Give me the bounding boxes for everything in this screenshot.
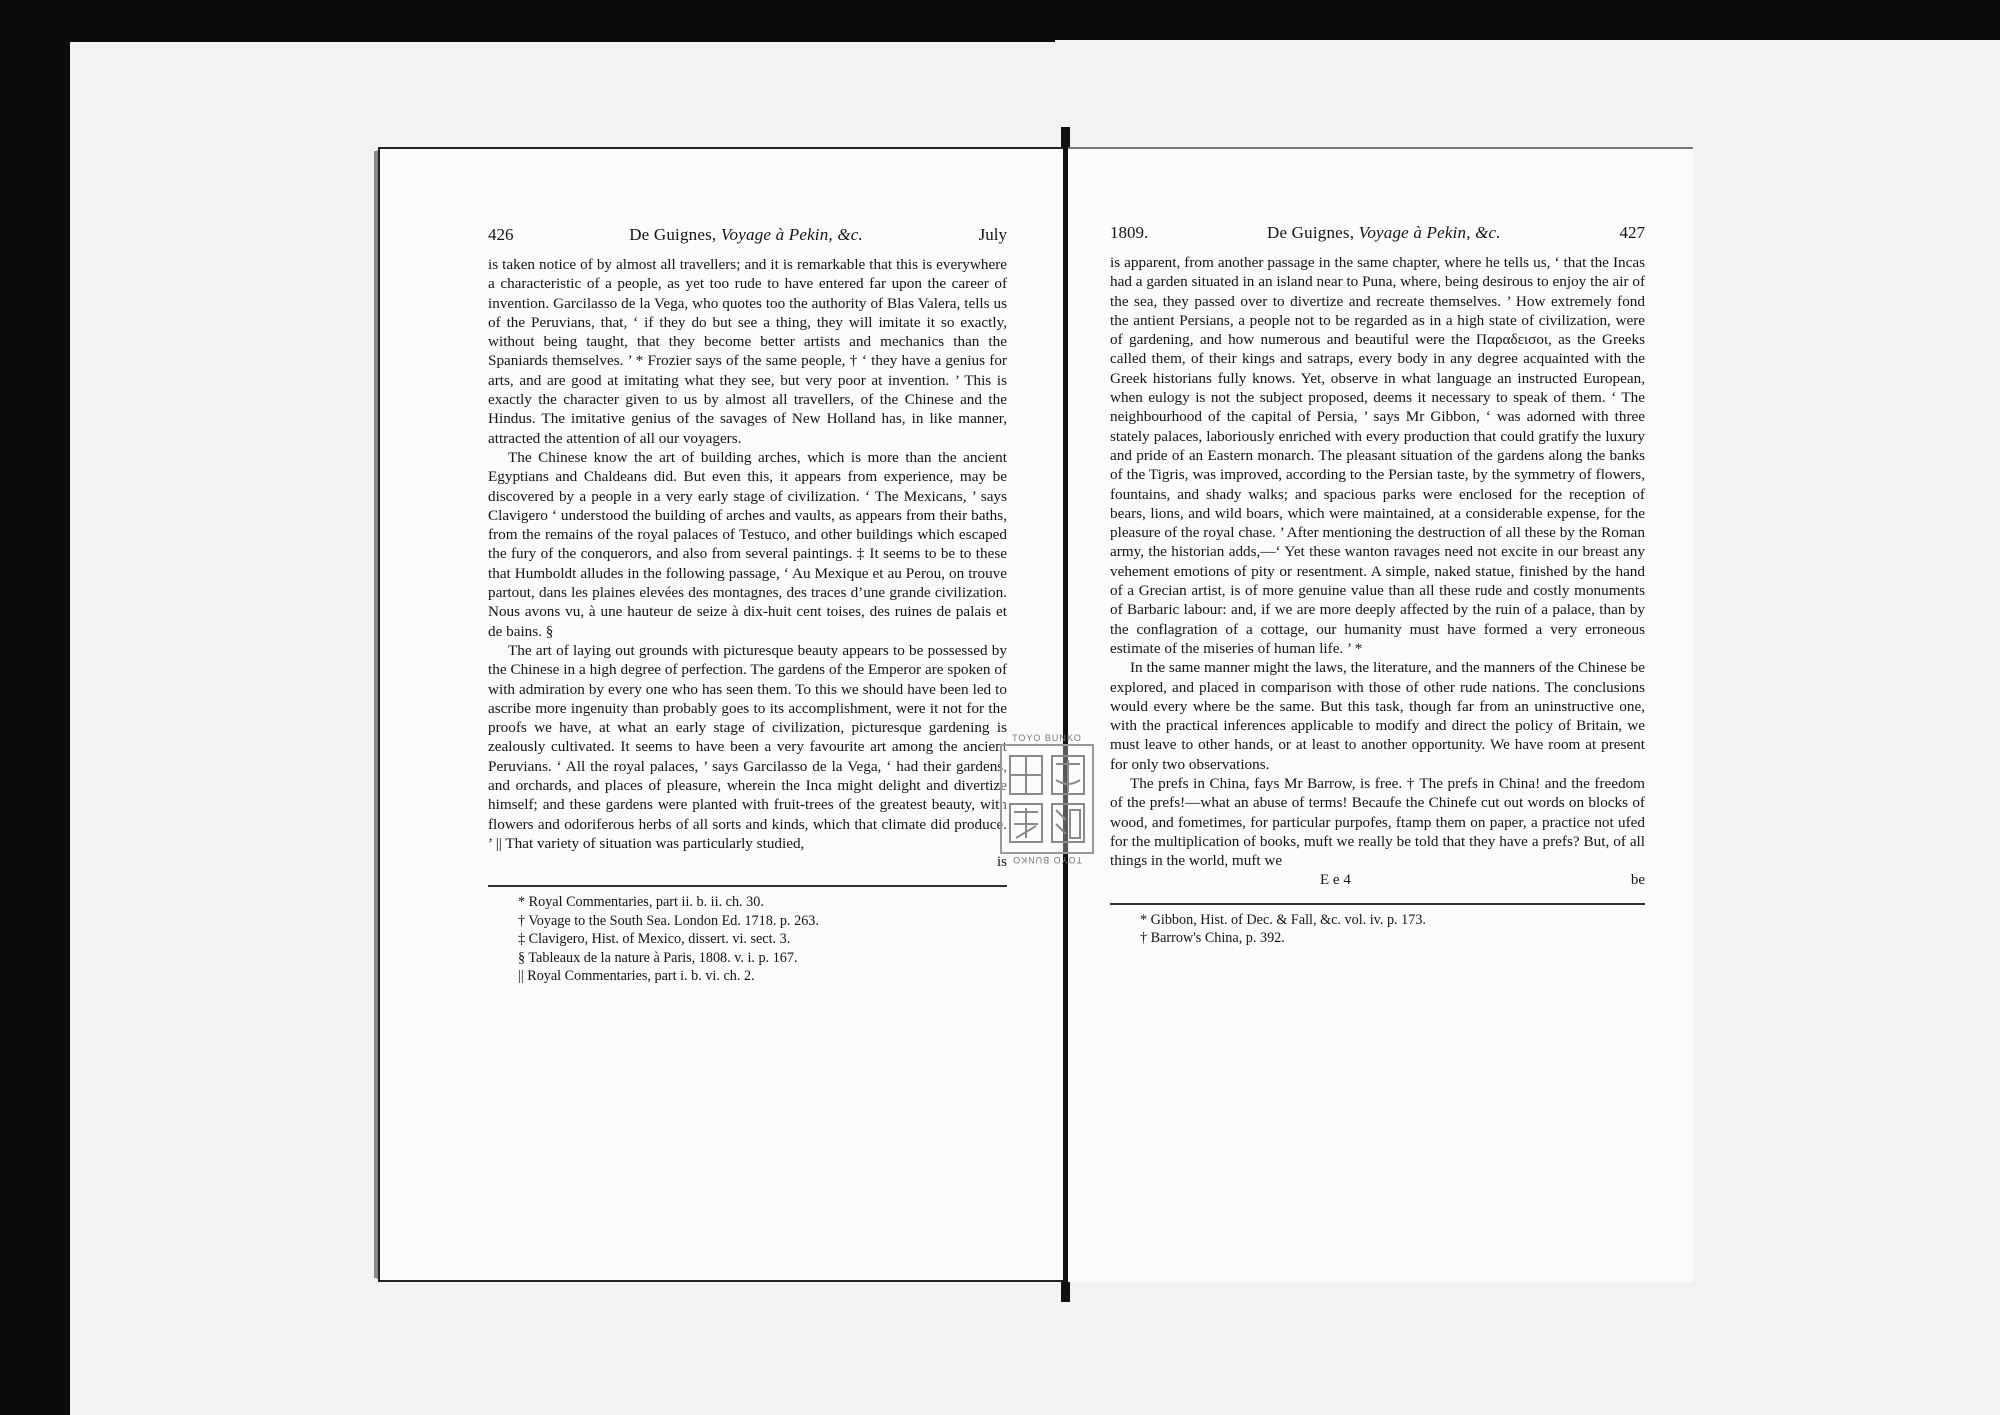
stamp-bottom-text: TOYO BUNKO xyxy=(1012,855,1082,865)
scan-edge-top-left xyxy=(70,0,1055,42)
left-page xyxy=(378,147,1063,1282)
paragraph: The art of laying out grounds with picturesque beauty appears to be possessed by the Chinese in a high degree of perfection. The gardens of the Emperor are spoken of with admiration by every one who has seen them. To this we should have been led to ascribe more ingenuity than probably goes to its accomplishment, were it not for the proofs we have, at what an early stage of civilization, picturesque gardening is zealously cultivated. It seems to have been a very favourite art among the ancient Peruvians. ‘ All the royal palaces, ’ says Garcilasso de la Vega, ‘ had their gardens, and orchards, and places of pleasure, wherein the Inca might delight and divertize himself; and these gardens were planted with fruit-trees of the greatest beauty, with flowers and odoriferous herbs of all sorts and kinds, which that climate did produce. ’ || That variety of situation was particularly studied, xyxy=(488,641,1007,852)
seal-glyph-icon xyxy=(1006,750,1088,848)
right-catchword: be xyxy=(1630,871,1645,888)
right-footnotes xyxy=(1110,911,1645,948)
paragraph: The Chinese know the art of building arches, which is more than the ancient Egyptians and Chaldeans did. But even this, it appears from experience, may be discovered by a people in a very early stage of civilization. ‘ The Mexicans, ’ says Clavigero ‘ understood the building of arches and vaults, as appears from their baths, from the remains of the royal palaces of Testuco, and other buildings which escaped the fury of the conquerors, and also from several paintings. ‡ It seems to be to these that Humboldt alludes in the following passage, ‘ Au Mexique et au Perou, on trouve partout, dans les plaines elevées des montagnes, des traces d’une grande civilization. Nous avons vu, à une hauteur de seize à dix-huit cent toises, des ruines de palais et de bains. § xyxy=(488,448,1007,640)
paragraph: In the same manner might the laws, the literature, and the manners of the Chinese be explored, and placed in comparison with those of other rude nations. The conclusions would every where be the same. But this task, though far from an uninstructive one, with the practical inferences applicable to modify and direct the policy of Britain, we must leave to other hands, or at least to another opportunity. We have room at present for only two observations. xyxy=(1110,659,1645,773)
footnote: || Royal Commentaries, part i. b. vi. ch. 2. xyxy=(518,968,755,985)
footnote: ‡ Clavigero, Hist. of Mexico, dissert. vi. sect. 3. xyxy=(518,931,791,948)
right-page xyxy=(1068,147,1693,1282)
library-seal-stamp xyxy=(1000,733,1094,865)
left-footnote-rule xyxy=(488,885,1007,887)
signature-mark: E e 4 xyxy=(1320,871,1351,888)
right-footnote-rule xyxy=(1110,903,1645,905)
footnote: † Barrow's China, p. 392. xyxy=(1140,930,1285,946)
footnote: § Tableaux de la nature à Paris, 1808. v. i. p. 167. xyxy=(518,949,798,966)
scan-edge-top-right xyxy=(1090,0,2000,12)
right-body-text xyxy=(1110,253,1645,871)
paragraph: is apparent, from another passage in the same chapter, where he tells us, ‘ that the Incas had a garden situated in an island near to Puna, where, being desirous to enjoy the air of the sea, they passed over to divertize and recreate themselves. ’ How extremely fond the antient Persians, a people not to be regarded as in a high state of civilization, were of gardening, and how numerous and beautiful were the Παραδεισοι, as the Greeks called them, of their kings and satraps, every body in any degree acquainted with the Greek historians fully knows. Yet, observe in what language an instructed European, when eulogy is not the subject proposed, deems it necessary to speak of them. ‘ The neighbourhood of the capital of Persia, ’ says Mr Gibbon, ‘ was adorned with three stately palaces, laboriously enriched with every production that could gratify the luxury and pride of an Eastern monarch. The pleasant situation of the gardens along the banks of the Tigris, was improved, according to the Persian taste, by the symmetry of flowers, fountains, and shady walks; and spacious parks were enclosed for the reception of bears, lions, and wild boars, which were maintained, at a considerable expense, for the pleasure of the royal chase. ’ After mentioning the destruction of all these by the Roman army, the historian adds,—‘ Yet these wanton ravages need not excite in our breast any vehement emotions of pity or resentment. A simple, naked statue, finished by the hand of a Grecian artist, is of more genuine value than all these rude and costly monuments of Barbaric labour: and, if we are more deeply affected by the ruin of a palace, than by the conflagration of a cottage, our humanity must have formed a very erroneous estimate of the miseries of human life. ’ * xyxy=(1110,254,1645,657)
right-page-number: 427 xyxy=(1619,223,1645,242)
open-book xyxy=(378,147,1693,1282)
footnote: * Gibbon, Hist. of Dec. & Fall, &c. vol. iv. p. 173. xyxy=(1140,911,1426,928)
left-head-date: July xyxy=(978,225,1007,244)
footnote: * Royal Commentaries, part ii. b. ii. ch. 30. xyxy=(518,894,764,911)
right-signature-line xyxy=(1110,871,1645,889)
right-running-head xyxy=(1110,223,1645,249)
left-page-number: 426 xyxy=(488,225,514,244)
left-body-text xyxy=(488,255,1007,853)
left-catchword: is xyxy=(996,854,1007,871)
right-running-title: De Guignes, Voyage à Pekin, &c. xyxy=(1267,223,1501,242)
left-footnotes xyxy=(488,893,1007,986)
left-running-head xyxy=(488,225,1007,251)
footnote: † Voyage to the South Sea. London Ed. 1718. p. 263. xyxy=(518,912,819,929)
right-head-date: 1809. xyxy=(1110,223,1149,242)
paragraph: The prefs in China, fays Mr Barrow, is free. † The prefs in China! and the freedom of the prefs!—what an abuse of terms! Becaufe the Chinefe cut out words on blocks of wood, and fometimes, for particular purpofes, ftamp them on paper, a practice not ufed for the multiplication of books, muft we really be told that they have a prefs? But, of all things in the world, muft we xyxy=(1110,775,1645,870)
left-running-title: De Guignes, Voyage à Pekin, &c. xyxy=(629,225,863,244)
paragraph: is taken notice of by almost all travellers; and it is remarkable that this is everywhere a characteristic of a people, as yet too rude to have entered far upon the career of invention. Garcilasso de la Vega, who quotes too the authority of Blas Valera, tells us of the Peruvians, that, ‘ if they do but see a thing, they will imitate it so exactly, without being taught, that they become better artists and mechanics than the Spaniards themselves. ’ * Frozier says of the same people, † ‘ they have a genius for arts, and are good at imitating what they see, but very poor at invention. ’ This is exactly the character given to us by almost all travellers, of the Chinese and the Hindus. The imitative genius of the savages of New Holland has, in like manner, attracted the attention of all our voyagers. xyxy=(488,256,1007,447)
stamp-top-text: TOYO BUNKO xyxy=(1012,733,1082,743)
